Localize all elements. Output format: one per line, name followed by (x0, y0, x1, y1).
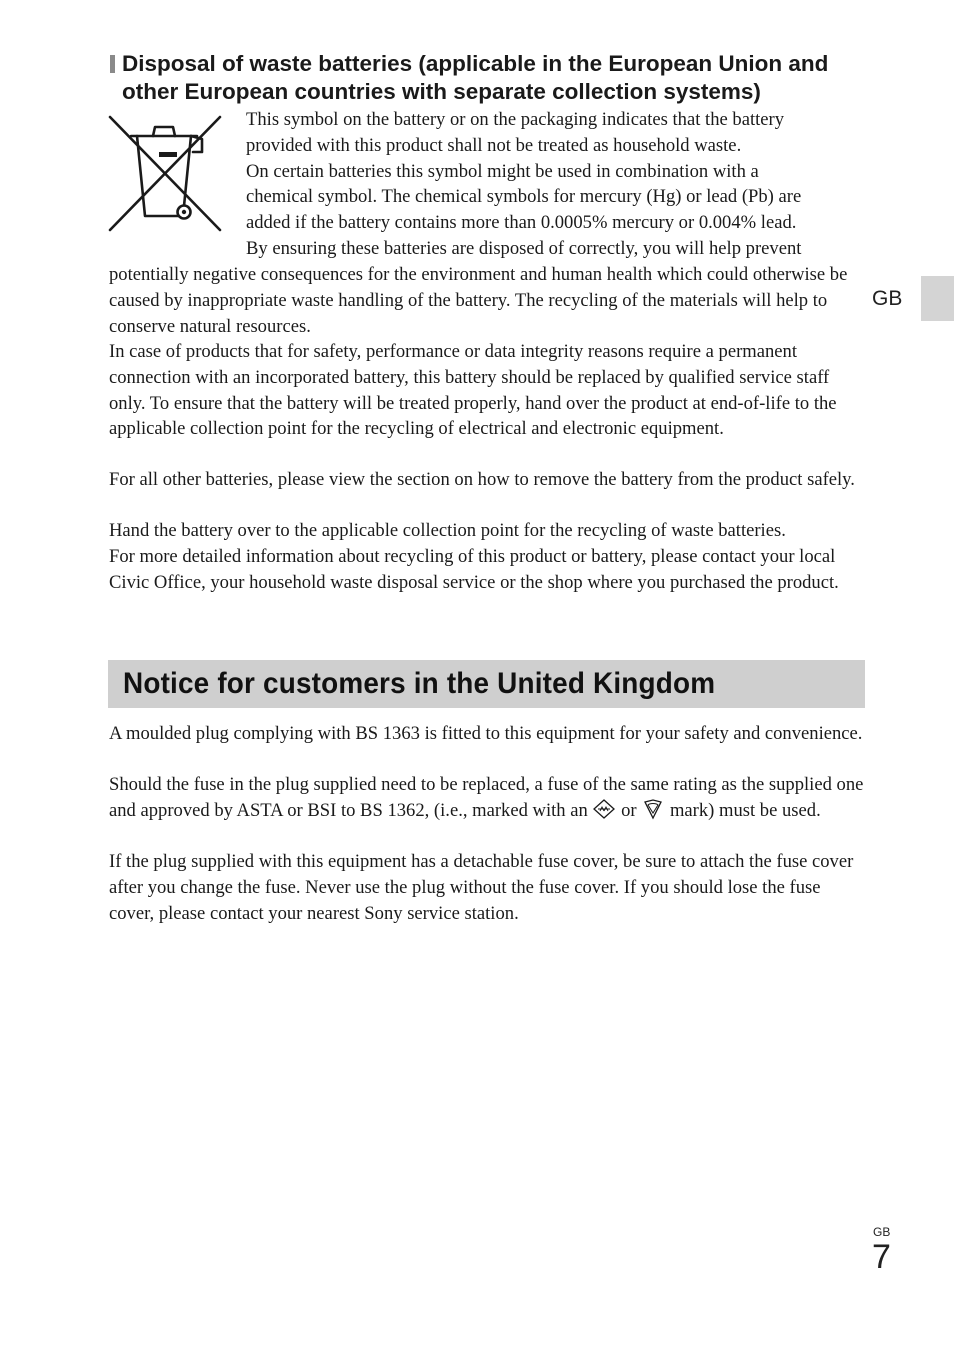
uk-paragraph-2 (109, 772, 869, 824)
uk-section-title: Notice for customers in the United Kingdom (123, 667, 716, 700)
bsi-kitemark-icon (641, 798, 665, 820)
language-side-tab (921, 276, 954, 321)
uk-paragraph-1: A moulded plug complying with BS 1363 is fitted to this equipment for your safety and convenience. (109, 723, 863, 744)
asta-mark-icon (592, 798, 616, 820)
footer-language: GB (873, 1225, 891, 1239)
battery-intro-text (246, 107, 866, 262)
intro-line: By ensuring these batteries are disposed of correctly, you will help prevent (246, 237, 802, 259)
uk-paragraph-2-or: or (621, 799, 637, 821)
battery-paragraph-2: In case of products that for safety, performance or data integrity reasons require a permanent connection with an incorporated battery, this battery should be replaced by qualified service staff only. To ensure that the battery will be treated properly, hand over the product at end-of-life to the applicable collection point for the recycling of electrical and electronic equipment. (109, 341, 837, 440)
battery-paragraph-5: For more detailed information about recycling of this product or battery, please contact your local Civic Office, your household waste disposal service or the shop where you purchased the product. (109, 546, 839, 593)
intro-line: provided with this product shall not be treated as household waste. (246, 134, 742, 156)
uk-paragraph-2-start: Should the fuse in the plug supplied need to be replaced, a fuse of the same rating as the supplied one and approved by ASTA or BSI to BS 1362, (i.e., marked with an (109, 774, 864, 821)
intro-line: This symbol on the battery or on the packaging indicates that the battery (246, 109, 785, 130)
side-tab-label: GB (872, 287, 903, 310)
battery-paragraph-3: For all other batteries, please view the section on how to remove the battery from the product safely. (109, 469, 855, 490)
battery-paragraph-1: potentially negative consequences for the environment and human health which could otherwise be caused by inappropriate waste handling of the battery. The recycling of the materials will help to conserve natural resources. (109, 264, 848, 337)
intro-line: added if the battery contains more than 0.0005% mercury or 0.004% lead. (246, 212, 797, 234)
crossed-out-wheelie-bin-icon (107, 114, 223, 234)
battery-disposal-heading: Disposal of waste batteries (applicable in the European Union and other European countries with separate collection systems) (122, 51, 829, 104)
heading-marker (110, 55, 115, 73)
intro-line: On certain batteries this symbol might be used in combination with a (246, 160, 759, 182)
intro-line: chemical symbol. The chemical symbols for mercury (Hg) or lead (Pb) are (246, 186, 802, 208)
battery-paragraph-4: Hand the battery over to the applicable collection point for the recycling of waste batteries. (109, 520, 786, 541)
page-number: 7 (872, 1238, 891, 1276)
uk-paragraph-2-end: mark) must be used. (669, 799, 821, 821)
uk-paragraph-3: If the plug supplied with this equipment has a detachable fuse cover, be sure to attach the fuse cover after you change the fuse. Never use the plug without the fuse cover. If you should lose the fuse cover, please contact your nearest Sony service station. (109, 851, 854, 924)
